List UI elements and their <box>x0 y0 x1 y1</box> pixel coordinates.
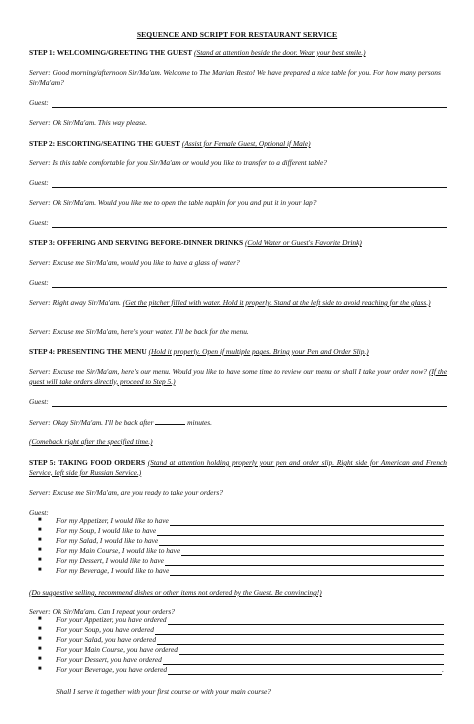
bullet-icon: ■ <box>38 656 42 663</box>
bullet-icon: ■ <box>38 547 42 554</box>
list-item: ■ For your Main Course, you have ordered <box>38 645 444 655</box>
order-blank <box>155 627 444 635</box>
list-item: ■ For my Salad, I would like to have <box>38 536 444 546</box>
step1-guest-line: Guest: <box>29 98 447 108</box>
step5-guest-label: Guest: <box>29 508 49 517</box>
step4-menu-note: (If the guest will take orders directly, proceed to Step 5.) <box>29 367 447 386</box>
step2-note: (Assist for Female Guest, Optional if Male) <box>181 139 311 148</box>
closing-question: Shall I serve it together with your first course or with your main course? <box>56 687 271 696</box>
step3-guest-line: Guest: <box>29 278 447 288</box>
step2-guest-blank-2 <box>52 220 447 228</box>
step3-pitcher-note: (Get the pitcher filled with water. Hold it properly. Stand at the left side to avoid reaching for the glass.) <box>122 298 431 307</box>
order-blank <box>165 558 444 566</box>
list-item: ■ For my Soup, I would like to have <box>38 526 444 536</box>
step2-guest-line: Guest: <box>29 178 447 188</box>
list-item: ■ For your Appetizer, you have ordered <box>38 615 444 625</box>
step1-server-greeting: Server: Good morning/afternoon Sir/Ma'am. Welcome to The Marian Resto! We have prepared a nice table for you. For how many persons Sir/Ma'am? <box>29 68 441 87</box>
order-blank <box>181 548 444 556</box>
bullet-icon: ■ <box>38 666 42 673</box>
list-item: ■ For your Beverage, you have ordered . <box>38 665 444 675</box>
step1-server-reply: Server: Ok Sir/Ma'am. This way please. <box>29 118 147 127</box>
bullet-icon: ■ <box>38 527 42 534</box>
step2-heading: STEP 2: ESCORTING/SEATING THE GUEST (Assist for Female Guest, Optional if Male) <box>29 139 311 148</box>
list-item: ■ For my Dessert, I would like to have <box>38 556 444 566</box>
bullet-icon: ■ <box>38 567 42 574</box>
step2-server-napkin: Server: Ok Sir/Ma'am. Would you like me to open the table napkin for you and put it in your lap? <box>29 198 317 207</box>
step4-server-menu: Server: Excuse me Sir/Ma'am, here's our menu. Would you like to have some time to review our menu or shall I take your order now? (If the guest will take orders directly, proceed to Step 5.) <box>29 367 447 386</box>
order-blank <box>170 518 444 526</box>
order-blank <box>170 568 444 576</box>
bullet-icon: ■ <box>38 626 42 633</box>
order-blank <box>163 657 444 665</box>
bullet-icon: ■ <box>38 636 42 643</box>
step5-note: (Stand at attention holding properly your pen and order slip. Right side for American and French Service, left side for Russian Service.) <box>29 458 447 477</box>
minutes-blank <box>155 417 185 425</box>
list-item: ■ For your Dessert, you have ordered <box>38 655 444 665</box>
step5-heading: STEP 5: TAKING FOOD ORDERS (Stand at attention holding properly your pen and order slip. Right side for American and French Service, left side for Russian Service.) <box>29 458 447 477</box>
bullet-icon: ■ <box>38 517 42 524</box>
step1-note: (Stand at attention beside the door. Wear your best smile.) <box>194 48 366 57</box>
document-title: SEQUENCE AND SCRIPT FOR RESTAURANT SERVICE <box>136 30 338 39</box>
bullet-icon: ■ <box>38 537 42 544</box>
guest-order-list <box>38 516 444 576</box>
list-item: ■ For my Main Course, I would like to have <box>38 546 444 556</box>
step2-server-question: Server: Is this table comfortable for you Sir/Ma'am or would you like to transfer to a different table? <box>29 158 327 167</box>
step1-guest-blank <box>52 100 447 108</box>
step2-guest-blank <box>52 180 447 188</box>
order-blank <box>168 617 444 625</box>
step3-guest-blank <box>52 280 447 288</box>
list-item: ■ For your Salad, you have ordered <box>38 635 444 645</box>
step4-guest-line: Guest: <box>29 397 447 407</box>
list-item: ■ For my Appetizer, I would like to have <box>38 516 444 526</box>
order-blank <box>157 637 444 645</box>
step4-note: (Hold it properly. Open if multiple pages. Bring your Pen and Order Slip.) <box>148 347 369 356</box>
step4-guest-blank <box>52 399 447 407</box>
suggestive-selling-note: (Do suggestive selling, recommend dishes or other items not ordered by the Guest. Be convincing!) <box>29 588 322 597</box>
bullet-icon: ■ <box>38 646 42 653</box>
step3-heading: STEP 3: OFFERING AND SERVING BEFORE-DINNER DRINKS (Cold Water or Guest's Favorite Drink) <box>29 238 362 247</box>
step3-note: (Cold Water or Guest's Favorite Drink) <box>244 238 362 247</box>
repeat-order-list <box>38 615 444 675</box>
bullet-icon: ■ <box>38 557 42 564</box>
step3-server-offer: Server: Excuse me Sir/Ma'am, would you like to have a glass of water? <box>29 258 240 267</box>
step3-server-water: Server: Excuse me Sir/Ma'am, here's your water. I'll be back for the menu. <box>29 327 249 336</box>
step5-server-repeat: Server: Ok Sir/Ma'am. Can I repeat your orders? <box>29 607 175 616</box>
list-item: ■ For your Soup, you have ordered <box>38 625 444 635</box>
order-blank <box>179 647 444 655</box>
list-item: ■ For my Beverage, I would like to have <box>38 566 444 576</box>
order-blank <box>159 538 444 546</box>
step4-comeback-note: (Comeback right after the specified time.) <box>29 437 153 446</box>
step5-server-ready: Server: Excuse me Sir/Ma'am, are you ready to take your orders? <box>29 488 223 497</box>
step4-server-wait: Server: Okay Sir/Ma'am. I'll be back after minutes. <box>29 418 212 427</box>
order-blank <box>168 667 442 675</box>
bullet-icon: ■ <box>38 616 42 623</box>
step4-heading: STEP 4: PRESENTING THE MENU (Hold it properly. Open if multiple pages. Bring your Pen and Order Slip.) <box>29 347 369 356</box>
step1-heading: STEP 1: WELCOMING/GREETING THE GUEST (Stand at attention beside the door. Wear your best smile.) <box>29 48 366 57</box>
order-blank <box>157 528 444 536</box>
step2-guest-line-2: Guest: <box>29 218 447 228</box>
step3-server-pitcher: Server: Right away Sir/Ma'am. (Get the pitcher filled with water. Hold it properly. Stand at the left side to avoid reaching for the glass.) <box>29 298 431 307</box>
